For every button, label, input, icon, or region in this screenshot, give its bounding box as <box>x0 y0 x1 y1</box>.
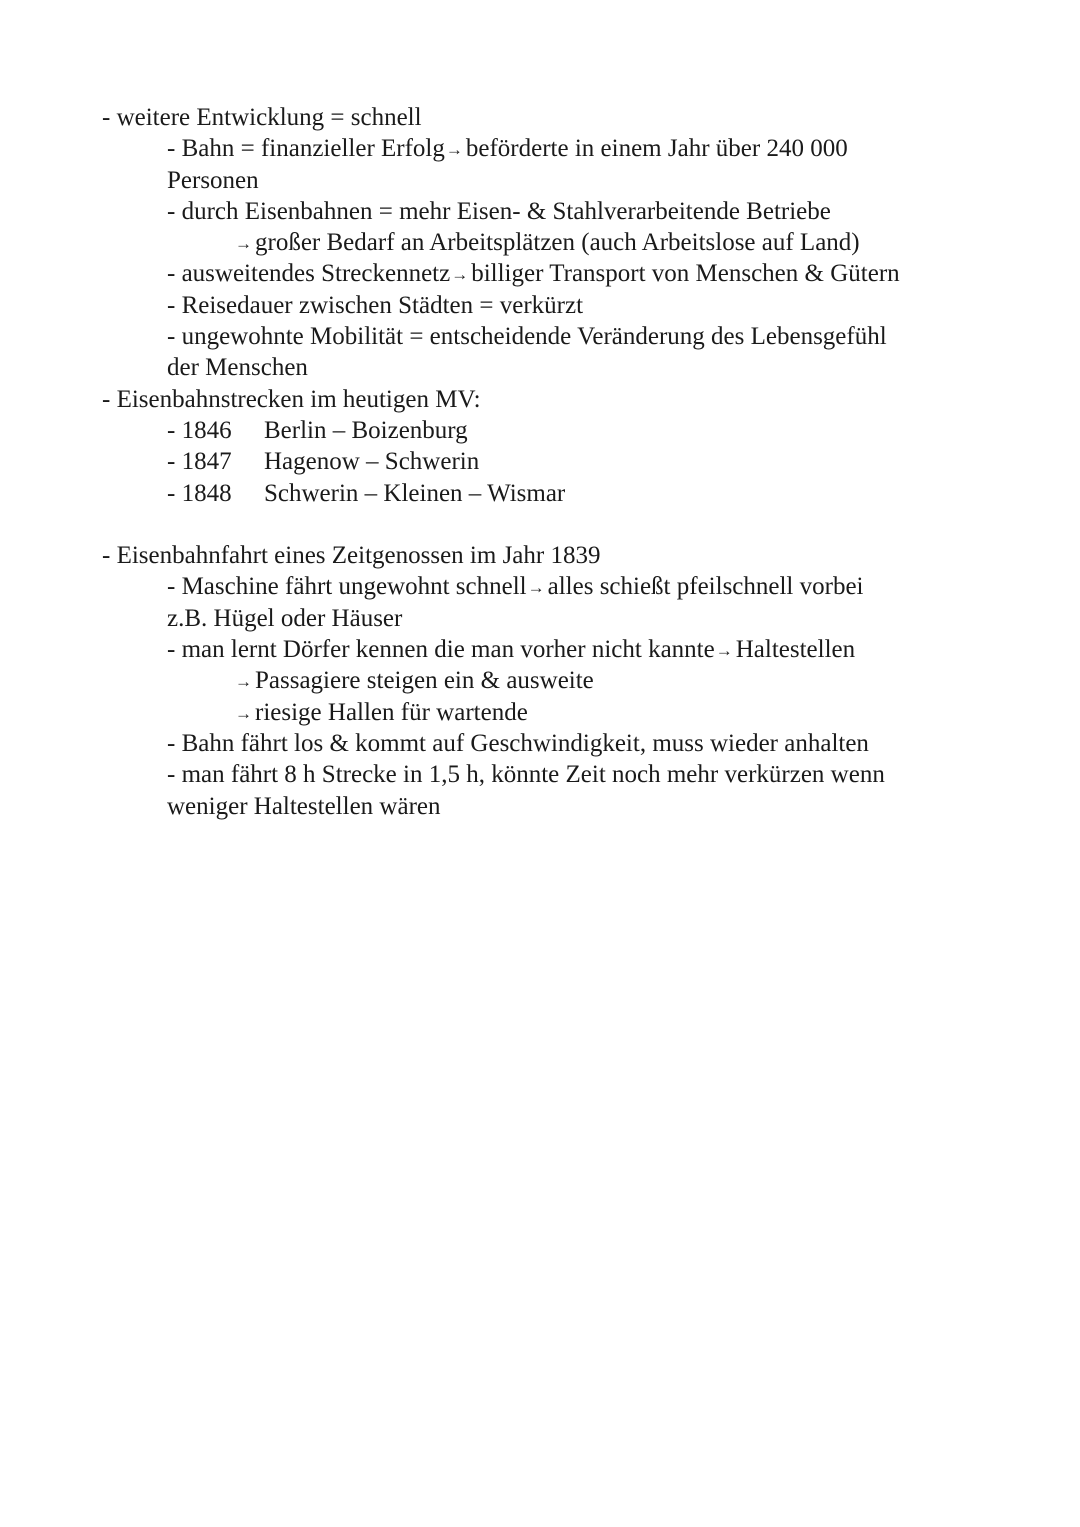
arrow-right-icon: → <box>235 234 252 254</box>
bullet-continuation <box>0 165 1080 196</box>
bullet-text: - Maschine fährt ungewohnt schnell <box>167 573 527 601</box>
blank-line <box>0 509 1080 540</box>
bullet-speed <box>0 571 1080 602</box>
route-year: - 1847 <box>167 448 232 476</box>
heading-text: - Eisenbahnfahrt eines Zeitgenossen im Jahr 1839 <box>102 542 601 570</box>
sub-bullet-jobs <box>0 227 1080 258</box>
bullet-text: - ungewohnte Mobilität = entscheidende Veränderung des Lebensgefühl <box>167 323 887 351</box>
bullet-text: Haltestellen <box>735 636 856 664</box>
route-year: - 1846 <box>167 416 232 444</box>
heading-text: - weitere Entwicklung = schnell <box>102 104 422 131</box>
sub-bullet-halls <box>0 697 1080 728</box>
bullet-text: der Menschen <box>167 354 308 382</box>
arrow-right-icon: → <box>235 703 252 723</box>
sub-bullet-passengers <box>0 665 1080 696</box>
bullet-travel-time <box>0 290 1080 321</box>
bullet-continuation <box>0 352 1080 383</box>
route-item <box>0 446 1080 477</box>
arrow-right-icon: → <box>715 641 733 661</box>
route-name: Berlin – Boizenburg <box>264 416 468 444</box>
bullet-network <box>0 258 1080 289</box>
bullet-continuation <box>0 791 1080 822</box>
bullet-mobility <box>0 321 1080 352</box>
bullet-start-stop <box>0 728 1080 759</box>
section-heading-development <box>0 102 1080 133</box>
bullet-duration <box>0 759 1080 790</box>
route-name: Hagenow – Schwerin <box>264 448 480 476</box>
bullet-iron-steel <box>0 196 1080 227</box>
route-item <box>0 478 1080 509</box>
route-item <box>0 415 1080 446</box>
route-year: - 1848 <box>167 479 232 507</box>
section-heading-routes <box>0 384 1080 415</box>
bullet-text: beförderte in einem Jahr über 240 000 <box>465 135 848 163</box>
bullet-text: weniger Haltestellen wären <box>167 792 441 820</box>
arrow-right-icon: → <box>451 265 469 285</box>
bullet-text: - durch Eisenbahnen = mehr Eisen- & Stahlverarbeitende Betriebe <box>167 197 831 225</box>
arrow-right-icon: → <box>445 140 463 160</box>
bullet-text: großer Bedarf an Arbeitsplätzen (auch Arbeitslose auf Land) <box>255 229 860 257</box>
bullet-text: alles schießt pfeilschnell vorbei <box>547 573 864 601</box>
arrow-right-icon: → <box>527 578 545 598</box>
bullet-text: - man fährt 8 h Strecke in 1,5 h, könnte Zeit noch mehr verkürzen wenn <box>167 761 885 789</box>
arrow-right-icon: → <box>235 672 252 692</box>
route-name: Schwerin – Kleinen – Wismar <box>264 479 566 507</box>
bullet-text: Personen <box>167 166 259 194</box>
bullet-text: billiger Transport von Menschen & Gütern <box>471 260 900 288</box>
document-page <box>0 102 1080 822</box>
bullet-text: Passagiere steigen ein & ausweite <box>255 667 594 695</box>
bullet-text: - Reisedauer zwischen Städten = verkürzt <box>167 291 584 319</box>
bullet-financial-success <box>0 133 1080 164</box>
bullet-text: - man lernt Dörfer kennen die man vorher nicht kannte <box>167 636 715 664</box>
bullet-villages <box>0 634 1080 665</box>
bullet-text: - ausweitendes Streckennetz <box>167 260 451 288</box>
bullet-text: riesige Hallen für wartende <box>255 698 528 726</box>
bullet-text: - Bahn = finanzieller Erfolg <box>167 135 445 163</box>
section-heading-train-ride <box>0 540 1080 571</box>
bullet-text: - Bahn fährt los & kommt auf Geschwindigkeit, muss wieder anhalten <box>167 729 869 757</box>
bullet-text: z.B. Hügel oder Häuser <box>167 604 403 632</box>
heading-text: - Eisenbahnstrecken im heutigen MV: <box>102 385 481 413</box>
bullet-continuation <box>0 603 1080 634</box>
